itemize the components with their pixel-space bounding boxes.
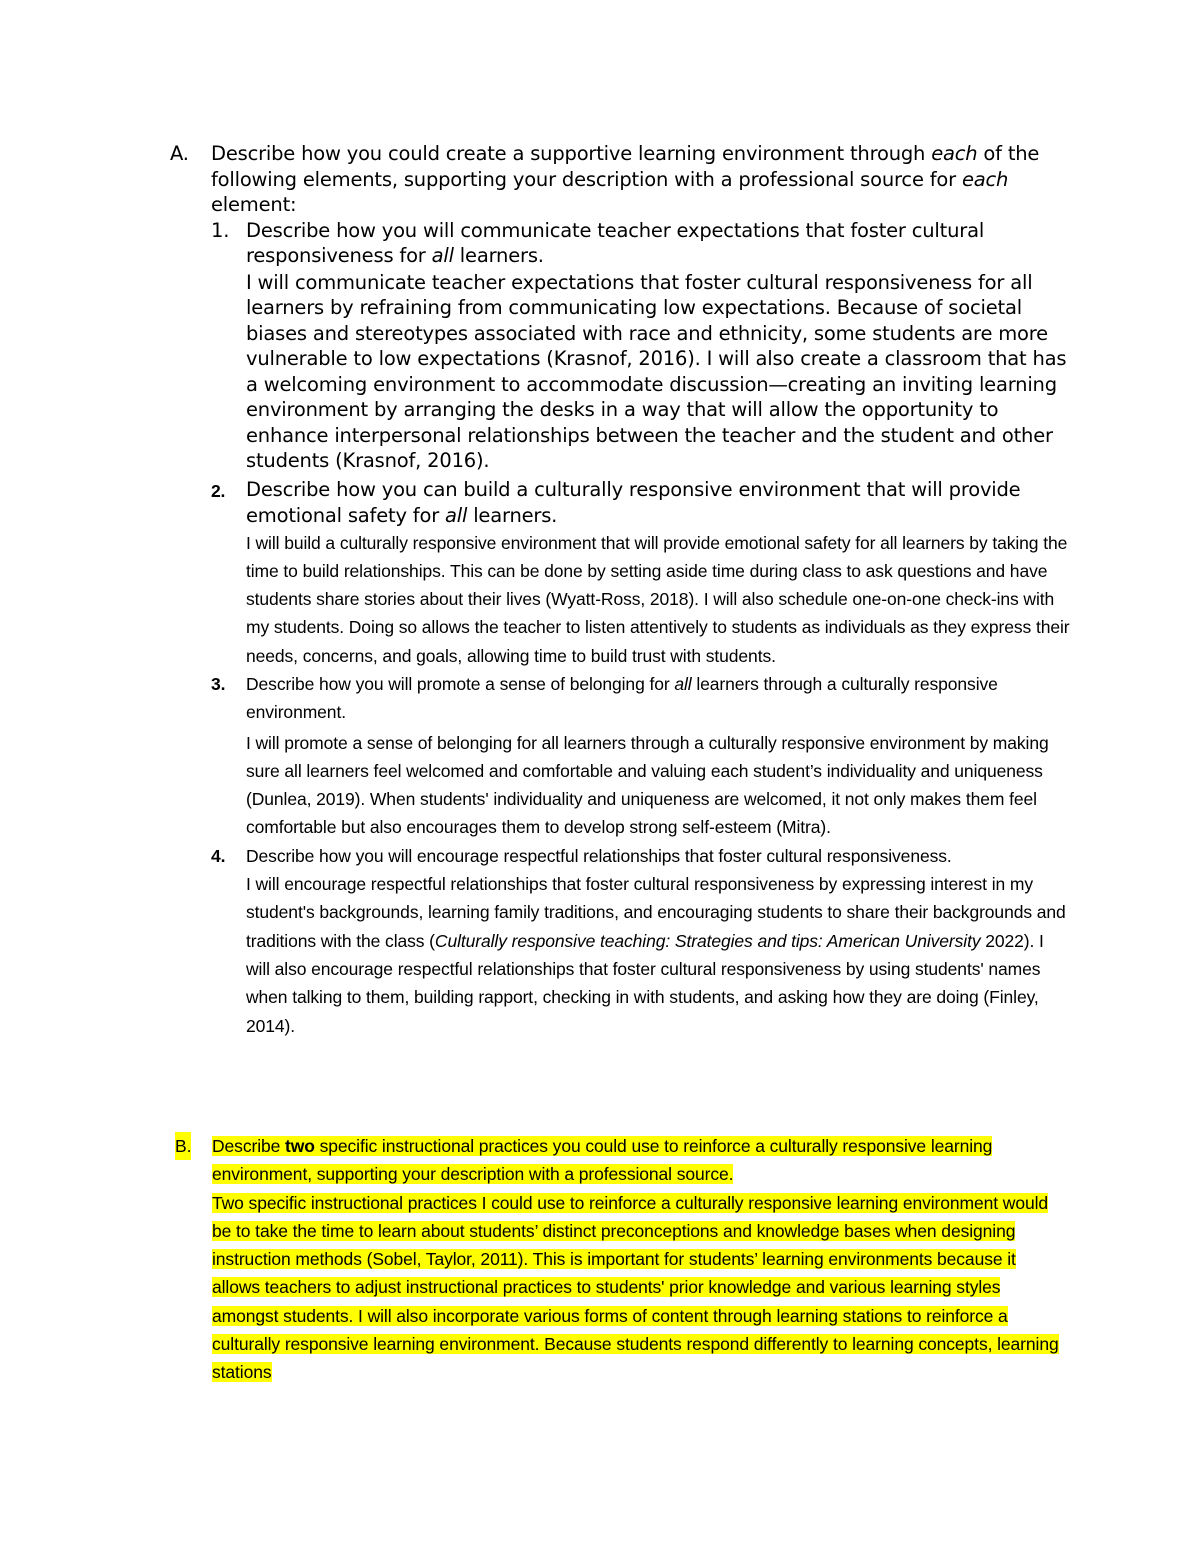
- section-b-answer: [212, 1189, 1065, 1387]
- section-b: [175, 1132, 1065, 1387]
- question-text: Describe how you can build a culturally responsive environment that will provide emotional safety for: [246, 477, 1021, 527]
- question-text: learners.: [467, 503, 558, 527]
- section-b-marker: B.: [175, 1132, 191, 1160]
- prompt-text: of the following elements, supporting your description with a professional source for: [211, 142, 1040, 191]
- section-a-body: [211, 141, 1070, 1040]
- section-b-prompt: [212, 1132, 1065, 1189]
- item-question: [246, 477, 1070, 529]
- prompt-text: Describe: [212, 1136, 286, 1156]
- item-question: [246, 218, 1070, 269]
- item-answer: I will communicate teacher expectations that foster cultural responsiveness for all learners by refraining from communicating low expectations. Because of societal biases and stereotypes associated with race and ethnicity, some students are more vulnerable to low expectations (Krasnof, 2016). I will also create a classroom that has a welcoming environment to accommodate discussion—creating an inviting learning environment by arranging the desks in a way that will allow the opportunity to enhance interpersonal relationships between the teacher and the student and other students (Krasnof, 2016).: [246, 270, 1067, 472]
- item-question: Describe how you will encourage respectful relationships that foster cultural responsiveness.: [246, 845, 952, 866]
- question-text: learners.: [453, 244, 544, 267]
- prompt-emphasis: each: [931, 142, 978, 165]
- item-number: 1.: [211, 218, 230, 242]
- question-text: Describe how you will promote a sense of belonging for: [246, 673, 675, 694]
- answer-text: I will encourage respectful relationships that foster cultural responsiveness by expressing interest in my student's backgrounds, learning family traditions, and encouraging students to share their backgrounds and traditions with the class (: [246, 874, 1066, 951]
- answer-citation: Culturally responsive teaching: Strategies and tips: American University: [434, 930, 981, 951]
- question-emphasis: all: [445, 503, 468, 527]
- list-item-1: [211, 218, 1070, 474]
- item-number: 2.: [211, 480, 226, 501]
- item-question: [246, 670, 1070, 727]
- item-number: 4.: [211, 845, 226, 866]
- item-number: 3.: [211, 673, 226, 694]
- section-b-body: [212, 1132, 1065, 1387]
- answer-text: Two specific instructional practices I could use to reinforce a culturally responsive learning environment would be to take the time to learn about students’ distinct preconceptions and knowledge bases when designing instruction methods (Sobel, Taylor, 2011). This is important for students’ learning environments because it allows teachers to adjust instructional practices to students' prior knowledge and various learning styles amongst students. I will also incorporate various forms of content through learning stations to reinforce a culturally responsive learning environment. Because students respond differently to learning concepts, learning stations: [212, 1192, 1059, 1383]
- item-answer: I will build a culturally responsive environment that will provide emotional safety for all learners by taking the time to build relationships. This can be done by setting aside time during class to ask questions and have students share stories about their lives (Wyatt-Ross, 2018). I will also schedule one-on-one check-ins with my students. Doing so allows the teacher to listen attentively to students as individuals as they express their needs, concerns, and goals, allowing time to build trust with students.: [246, 532, 1070, 666]
- prompt-strong: two: [285, 1136, 315, 1156]
- section-a-prompt: [211, 141, 1070, 218]
- prompt-emphasis: each: [961, 167, 1009, 191]
- section-a: [170, 141, 1070, 1040]
- item-answer: I will promote a sense of belonging for all learners through a culturally responsive environment by making sure all learners feel welcomed and comfortable and valuing each student’s individuality and uniqueness (Dunlea, 2019). When students' individuality and uniqueness are welcomed, it not only makes them feel comfortable but also encourages them to develop strong self-esteem (Mitra).: [246, 732, 1049, 838]
- question-text: Describe how you will communicate teacher expectations that foster cultural responsiveness for: [246, 218, 985, 267]
- prompt-text: Describe how you could create a supportive learning environment through: [211, 142, 932, 165]
- item-answer: [246, 870, 1070, 1040]
- prompt-text: specific instructional practices you could use to reinforce a culturally responsive learning environment, supporting your description with a professional source.: [212, 1136, 993, 1185]
- list-item-3: [211, 670, 1070, 842]
- question-text: learners through a culturally responsive environment.: [246, 673, 998, 723]
- prompt-text: element:: [211, 193, 297, 216]
- list-item-2: [211, 477, 1070, 670]
- question-emphasis: all: [431, 244, 454, 267]
- answer-text: 2022). I will also encourage respectful relationships that foster cultural responsiveness by using students' names when talking to them, building rapport, checking in with students, and asking how they are doing (Finley, 2014).: [246, 930, 1044, 1036]
- list-item-4: [211, 842, 1070, 1040]
- question-emphasis: all: [674, 673, 692, 694]
- section-a-marker: A.: [170, 142, 189, 165]
